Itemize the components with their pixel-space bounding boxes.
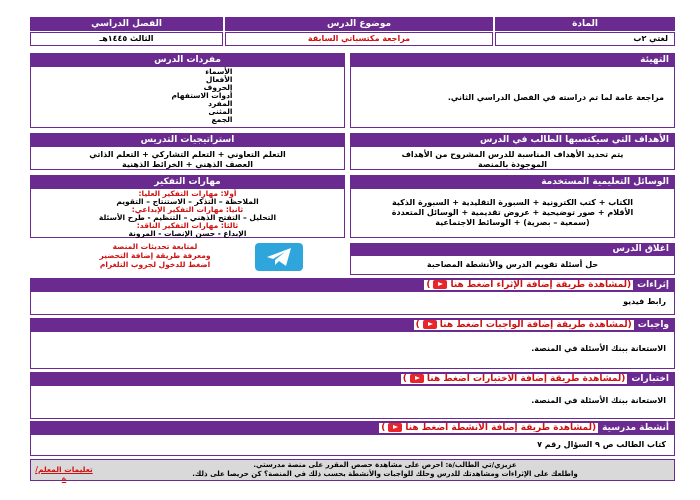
teacher-notes-line-2: واطلعك على الإثراءات ومشاهدتك للدرس وحلك للواجبات والأنشطة بحسب ذلك في المنصة؟ كن حريصا على ذلك. <box>192 470 578 478</box>
vocab-title <box>30 53 345 66</box>
strategies-title <box>30 133 345 146</box>
vocab-item: الأفعال <box>205 75 233 84</box>
objectives-title <box>350 133 675 146</box>
telegram-promo-link[interactable] <box>60 242 250 272</box>
homework-title: واجبات <box>637 319 669 330</box>
thinking-heading-2: ثانيا: مهارات التفكير الإبداعي: <box>131 205 244 214</box>
youtube-icon <box>433 280 447 289</box>
topic-label <box>225 17 493 31</box>
thinking-line-2: التحليل – التفتح الذهني – التنظيم - طرح الأسئلة <box>98 213 277 222</box>
youtube-icon <box>410 374 424 383</box>
tests-text: الاستعانة ببنك الأسئلة في المنصة. <box>30 385 675 419</box>
closing-text: حل أسئلة تقويم الدرس والأنشطة المصاحبة <box>350 255 675 275</box>
teacher-notes-body <box>97 461 673 479</box>
aids-line-2: الأقلام + صور توضيحية + عروض تقديمية + الوسائل المتعددة <box>391 208 634 217</box>
objectives-title-text: الأهداف التي سيكتسبها الطالب في الدرس <box>479 134 669 145</box>
subject-label <box>495 17 675 31</box>
aids-title-text: الوسائل التعليمية المستخدمة <box>541 176 669 187</box>
youtube-icon <box>423 320 437 329</box>
vocab-title-text: مفردات الدرس <box>154 54 221 65</box>
telegram-plane-icon <box>255 243 303 271</box>
activities-text: كتاب الطالب ص ٩ السؤال رقم ٧ <box>30 434 675 456</box>
aids-line-1: الكتاب + كتب الكترونية + السبورة التقليدية + السبورة الذكية <box>392 198 633 207</box>
telegram-line-1: لمتابعة تحديثات المنصة <box>112 242 198 251</box>
warmup-title <box>350 53 675 66</box>
term-label-text: الفصل الدراسي <box>91 19 162 29</box>
strategies-line-2: العصف الذهني + الخرائط الذهنية <box>122 160 253 169</box>
subject-label-text: المادة <box>572 19 598 29</box>
subject-value: لغتي ٢ب <box>495 32 675 46</box>
teacher-notes-line-1: عزيزي/تي الطالب/ة: احرص على مشاهدة حصص المقرر على منصة مدرستي. <box>253 461 517 469</box>
vocab-item: المثنى <box>208 107 233 116</box>
activities-howto-text: (لمشاهدة طريقة إضافة الأنشطة اضغط هنا <box>405 422 597 433</box>
telegram-icon[interactable] <box>255 243 303 271</box>
youtube-icon <box>388 423 402 432</box>
closing-title <box>350 243 675 255</box>
homework-header <box>30 318 675 331</box>
telegram-line-3: اضغط للدخول لجروب التلغرام <box>99 260 211 269</box>
aids-title <box>350 175 675 188</box>
enrichment-howto-text: (لمشاهدة طريقة إضافة الإثراء اضغط هنا <box>450 279 632 290</box>
homework-howto-link[interactable]: (لمشاهدة طريقة إضافة الواجبات اضغط هنا) <box>415 319 632 330</box>
tests-howto-text: (لمشاهدة طريقة إضافة الاختبارات اضغط هنا <box>426 373 626 384</box>
homework-text: الاستعانة ببنك الأسئلة في المنصة. <box>30 331 675 369</box>
term-label <box>30 17 223 31</box>
term-value: الثالث ١٤٤٥هـ <box>30 32 223 46</box>
tests-howto-link[interactable]: (لمشاهدة طريقة إضافة الاختبارات اضغط هنا) <box>402 373 626 384</box>
strategies-body <box>30 146 345 170</box>
telegram-line-2: ومعرفة طريقة إضافة التحضير <box>99 251 211 260</box>
strategies-line-1: التعلم التعاوني + التعلم التشاركي + التعلم الذاتي <box>89 150 286 159</box>
activities-header <box>30 421 675 434</box>
vocab-item: الأسماء <box>205 67 233 76</box>
tests-title: اختبارات <box>631 373 669 384</box>
enrichment-text: رابط فيديو <box>30 291 675 315</box>
teacher-notes <box>30 459 675 481</box>
warmup-title-text: التهيئة <box>640 54 669 65</box>
vocab-item: الجمع <box>211 115 233 124</box>
objectives-text: يتم تحديد الأهداف المناسبة للدرس المشروح من الأهداف الموجودة بالمنصة <box>350 146 675 170</box>
vocab-item: أدوات الاستفهام <box>171 91 233 100</box>
thinking-line-1: الملاحظة – التذكر – الاستنتاج – التقويم <box>116 197 259 206</box>
strategies-title-text: استراتيجيات التدريس <box>140 134 235 145</box>
thinking-title <box>30 175 345 188</box>
enrichment-title: إثراءات <box>637 279 669 290</box>
thinking-body <box>30 188 345 238</box>
aids-line-3: (سمعية – بصرية) + الوسائط الاجتماعية <box>435 218 590 227</box>
homework-howto-text: (لمشاهدة طريقة إضافة الواجبات اضغط هنا <box>439 319 632 330</box>
vocab-item: المفرد <box>208 99 233 108</box>
warmup-text: مراجعة عامة لما تم دراسته في الفصل الدراسي الثاني. <box>350 66 675 128</box>
topic-value: مراجعة مكتسباتي السابقة <box>225 32 493 46</box>
thinking-line-3: الإبداع - حسن الإنصات - المرونة <box>128 229 247 238</box>
enrichment-howto-link[interactable]: (لمشاهدة طريقة إضافة الإثراء اضغط هنا) <box>426 279 632 290</box>
closing-title-text: اغلاق الدرس <box>612 244 669 254</box>
thinking-heading-3: ثالثا: مهارات التفكير الناقد: <box>136 221 239 230</box>
tests-header <box>30 372 675 385</box>
aids-body <box>350 188 675 238</box>
vocab-item: الحروف <box>203 83 233 92</box>
activities-howto-link[interactable]: (لمشاهدة طريقة إضافة الأنشطة اضغط هنا) <box>381 422 597 433</box>
vocab-list <box>30 66 345 128</box>
teacher-notes-label: تعليمات المعلم/ة <box>35 465 93 483</box>
thinking-heading-1: أولا: مهارات التفكير العليا: <box>138 189 237 198</box>
enrichment-header <box>30 278 675 291</box>
thinking-title-text: مهارات التفكير <box>154 176 221 187</box>
activities-title: أنشطة مدرسية <box>602 422 669 433</box>
topic-label-text: موضوع الدرس <box>326 19 392 29</box>
